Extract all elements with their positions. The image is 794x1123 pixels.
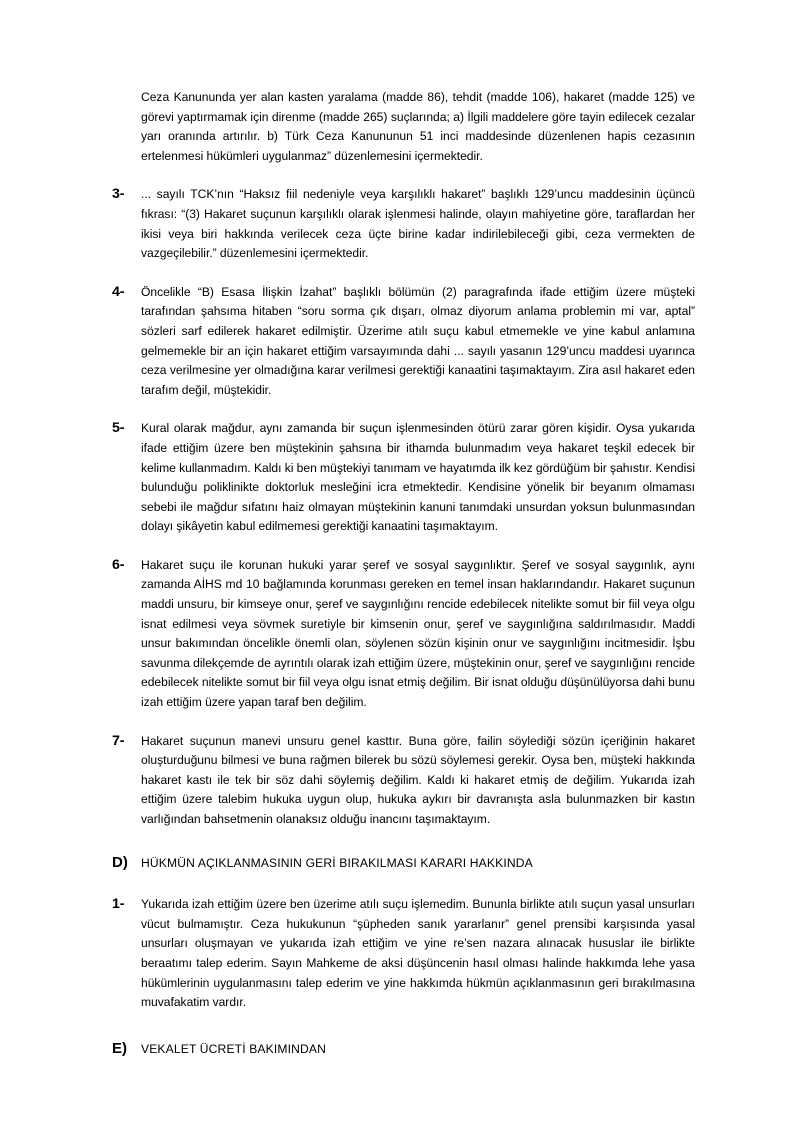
numbered-item-5 xyxy=(112,419,695,537)
item-text: Hakaret suçunun manevi unsuru genel kasttır. Buna göre, failin söylediği sözün içeriğinin hakaret oluşturduğunu bilmesi ve buna rağmen bilerek bu sözü söylemesi gerekir. Oysa ben, müşteki hakkında hakaret kastı ile tek bir söz dahi söylemiş değilim. Kaldı ki hakaret etmiş de değilim. Yukarıda izah ettiğim üzere talebim hukuka uygun olup, hukuka aykırı bir davranışta asla bulunmazken bir kastın varlığından bahsetmenin olanaksız olduğu inancını taşımaktayım. xyxy=(141,733,695,826)
item-text: Yukarıda izah ettiğim üzere ben üzerime atılı suçu işlemedim. Bununla birlikte atılı suçun yasal unsurları vücut bulmamıştır. Ceza hukukunun “şüpheden sanık yararlanır” genel prensibi karşısında yasal unsurları oluşmayan ve yukarıda izah ettiğim ve yine re’sen nazara alınacak hususlar ile birlikte beraatımı talep ederim. Sayın Mahkeme de aksi düşüncenin hasıl olması halinde hakkımda lehe yasa hükümlerinin uygulanmasını talep ederim ve yine hakkımda hükmün açıklanmasının geri bırakılmasına muvafakatim vardır. xyxy=(141,897,695,1010)
section-heading-d xyxy=(112,853,695,874)
item-text: ... sayılı TCK’nın “Haksız fiil nedeniyle veya karşılıklı hakaret” başlıklı 129’uncu maddesinin üçüncü fıkrası: “(3) Hakaret suçunun karşılıklı olarak işlenmesi halinde, olayın mahiyetine göre, taraflardan her ikisi veya biri hakkında verilecek ceza üçte birine kadar indirilebileceği gibi, ceza vermekten de vazgeçilebilir.” düzenlemesini içermektedir. xyxy=(141,187,695,261)
item-marker: 5- xyxy=(112,420,125,437)
numbered-item-6 xyxy=(112,556,695,713)
item-marker: 1- xyxy=(112,896,125,913)
item-marker: 3- xyxy=(112,186,125,203)
numbered-item-3 xyxy=(112,185,695,263)
section-letter: D) xyxy=(112,853,128,871)
numbered-item-4 xyxy=(112,283,695,401)
numbered-item-7 xyxy=(112,732,695,830)
item-text: Kural olarak mağdur, aynı zamanda bir suçun işlenmesinden ötürü zarar gören kişidir. Oysa yukarıda ifade ettiğim üzere ben müştekinin şahsına bir ithamda bulunmadım veya hakaret teşkil edecek bir kelime kullanmadım. Kaldı ki ben müştekiyi tanımam ve hayatımda ilk kez gördüğüm bir şahıstır. Kendisi bulunduğu poliklinikte doktorluk mesleğini icra etmektedir. Kendisine yönelik bir beyanım olmaması sebebi ile mağdur sıfatını haiz olmayan müştekinin kanuni tanımdaki unsurdan yoksun bulunmasından dolayı şikâyetin kabul edilmemesi gerektiği kanaatini taşımaktayım. xyxy=(141,421,695,534)
item-text: Öncelikle “B) Esasa İlişkin İzahat” başlıklı bölümün (2) paragrafında ifade ettiğim üzere müşteki tarafından şahsıma hitaben “soru sorma çık dışarı, olmaz diyorum anlama problemin mi var, aptal” sözleri sarf edilerek hakaret edilmiştir. Üzerime atılı suçu kabul etmemekle ve yine kabul anlamına gelmemekle bir an için hakaret ettiğim varsayımında dahi ... sayılı yasanın 129’uncu maddesi uyarınca ceza verilmesine yer olmadığına karar verilmesi gerektiği kanaatini taşımaktayım. Zira asıl hakaret eden tarafım değil, müştekidir. xyxy=(141,284,695,397)
item-marker: 7- xyxy=(112,732,125,749)
section-letter: E) xyxy=(112,1039,127,1057)
item-marker: 6- xyxy=(112,556,125,573)
document-body xyxy=(112,88,695,1059)
lead-paragraph: Ceza Kanununda yer alan kasten yaralama (madde 86), tehdit (madde 106), hakaret (madde 125) ve görevi yaptırmamak için direnme (madde 265) suçlarında; a) İlgili maddelere göre tayin edilecek cezalar yarı oranında artırılır. b) Türk Ceza Kanununun 51 inci maddesinde düzenlenen hapis cezasının ertelenmesi hükümleri uygulanmaz” düzenlemesini içermektedir. xyxy=(141,90,695,163)
section-heading-e xyxy=(112,1039,695,1060)
item-text: Hakaret suçu ile korunan hukuki yarar şeref ve sosyal saygınlıktır. Şeref ve sosyal saygınlık, aynı zamanda AİHS md 10 bağlamında korunması gereken en temel insan haklarındandır. Hakaret suçunun maddi unsuru, bir kimseye onur, şeref ve saygınlığını rencide edebilecek nitelikte somut bir fiil veya olgu isnat edilmesi veya sövmek suretiyle bir kimsenin onur, şeref ve saygınlığına saldırılmasıdır. Maddi unsur bakımından öncelikle önemli olan, söylenen sözün kişinin onur ve saygınlığını incitmesidir. İşbu savunma dilekçemde de ayrıntılı olarak izah ettiğim üzere, müştekinin onur, şeref ve saygınlığını rencide edebilecek nitelikte somut bir fiil veya olgu isnat etmiş değilim. Bir isnat olduğu düşünülüyorsa dahi bunu izah ettiğim üzere yapan taraf ben değilim. xyxy=(141,557,695,710)
section-title: VEKALET ÜCRETİ BAKIMINDAN xyxy=(141,1041,326,1056)
section-d-item-1 xyxy=(112,895,695,1013)
item-marker: 4- xyxy=(112,283,125,300)
section-title: HÜKMÜN AÇIKLANMASININ GERİ BIRAKILMASI KARARI HAKKINDA xyxy=(141,855,533,870)
